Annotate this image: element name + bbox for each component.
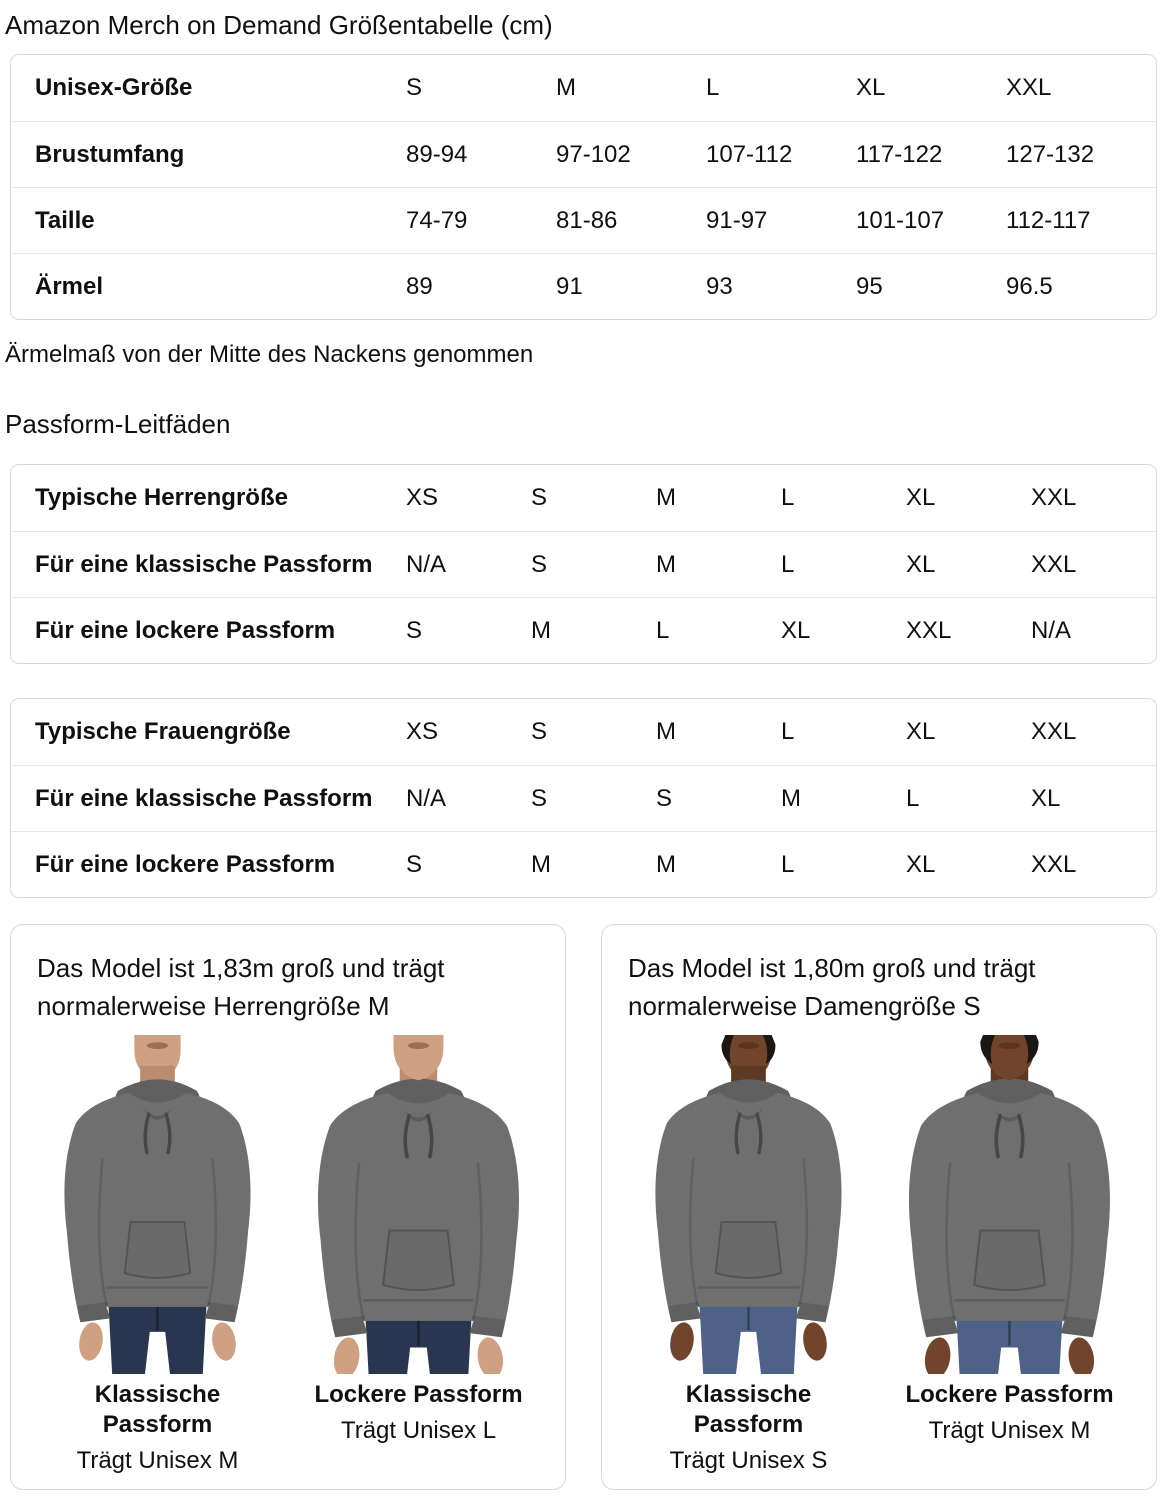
- male-loose-fit-photo: [298, 1035, 539, 1374]
- male-loose-fit-model: [298, 1035, 539, 1476]
- table-row: [11, 597, 1156, 663]
- size-cell: XXL: [1031, 550, 1077, 578]
- size-label: Trägt Unisex S: [669, 1447, 828, 1475]
- size-cell: 107-112: [706, 140, 793, 168]
- fit-label: Klassische Passform: [94, 1381, 221, 1439]
- size-cell: L: [656, 616, 670, 644]
- size-cell: 96.5: [1006, 272, 1053, 300]
- size-cell: 74-79: [406, 206, 468, 234]
- size-cell: S: [531, 484, 548, 511]
- male-model-card: [10, 924, 566, 1490]
- size-cell: L: [906, 784, 920, 812]
- table-row: [11, 187, 1156, 253]
- size-cell: L: [781, 718, 795, 745]
- size-cell: XXL: [1006, 74, 1052, 101]
- female-loose-fit-model: [889, 1035, 1130, 1476]
- size-cell: XXL: [1031, 850, 1077, 878]
- male-classic-fit-model: [37, 1035, 278, 1476]
- size-cell: L: [706, 74, 720, 101]
- size-cell: M: [656, 718, 676, 745]
- female-models-row: [628, 1035, 1130, 1476]
- size-cell: S: [531, 550, 548, 578]
- table-row: [11, 699, 1156, 765]
- row-label: Für eine lockere Passform: [35, 616, 336, 644]
- female-model-description: Das Model ist 1,80m groß und trägt normalerweise Damengröße S: [628, 953, 1036, 1021]
- size-cell: L: [781, 484, 795, 511]
- size-cell: S: [531, 784, 548, 812]
- size-cell: XXL: [1031, 718, 1077, 745]
- table-row: [11, 765, 1156, 831]
- size-cell: N/A: [1031, 616, 1072, 644]
- size-cell: M: [656, 550, 676, 578]
- row-label: Taille: [35, 206, 95, 234]
- size-cell: 101-107: [856, 206, 945, 234]
- table-row: [11, 465, 1156, 531]
- table-row: [11, 253, 1156, 319]
- size-cell: 91-97: [706, 206, 768, 234]
- size-cell: M: [656, 850, 676, 878]
- womens-fit-table: [10, 698, 1157, 898]
- table-row: [11, 531, 1156, 597]
- size-cell: L: [781, 550, 795, 578]
- female-loose-fit-photo: [889, 1035, 1130, 1374]
- size-cell: M: [656, 484, 676, 511]
- size-cell: 95: [856, 272, 883, 300]
- page-title: Amazon Merch on Demand Größentabelle (cm): [5, 10, 553, 40]
- size-cell: 112-117: [1006, 206, 1091, 234]
- size-cell: 91: [556, 272, 583, 300]
- female-classic-fit-photo: [628, 1035, 869, 1374]
- fit-guides-heading: Passform-Leitfäden: [5, 409, 231, 439]
- size-cell: M: [531, 850, 551, 878]
- size-cell: S: [531, 718, 548, 745]
- row-label: Unisex-Größe: [35, 74, 193, 101]
- row-label: Typische Frauengröße: [35, 718, 291, 745]
- size-cell: N/A: [406, 784, 447, 812]
- unisex-size-table: [10, 54, 1157, 320]
- size-cell: XXL: [906, 616, 952, 644]
- size-cell: XL: [906, 484, 936, 511]
- table-row: [11, 121, 1156, 187]
- table-row: [11, 55, 1156, 121]
- size-cell: M: [531, 616, 551, 644]
- size-cell: S: [406, 616, 423, 644]
- male-classic-fit-photo: [37, 1035, 278, 1374]
- size-cell: XS: [406, 718, 439, 745]
- row-label: Für eine klassische Passform: [35, 784, 373, 812]
- size-cell: XXL: [1031, 484, 1077, 511]
- size-cell: XL: [906, 718, 936, 745]
- male-models-row: [37, 1035, 539, 1476]
- size-cell: S: [406, 74, 423, 101]
- model-cards: [10, 924, 1157, 1490]
- size-cell: XL: [781, 616, 811, 644]
- size-label: Trägt Unisex M: [928, 1417, 1091, 1445]
- size-cell: L: [781, 850, 795, 878]
- size-cell: 97-102: [556, 140, 631, 168]
- size-label: Trägt Unisex L: [340, 1417, 497, 1445]
- row-label: Für eine klassische Passform: [35, 550, 373, 578]
- row-label: Ärmel: [35, 272, 104, 300]
- size-cell: 127-132: [1006, 140, 1095, 168]
- size-cell: XL: [906, 550, 936, 578]
- female-classic-fit-model: [628, 1035, 869, 1476]
- female-model-card: [601, 924, 1157, 1490]
- size-cell: S: [656, 784, 673, 812]
- size-cell: XS: [406, 484, 439, 511]
- fit-label: Klassische Passform: [685, 1381, 812, 1439]
- male-model-description: Das Model ist 1,83m groß und trägt normalerweise Herrengröße M: [37, 953, 445, 1021]
- size-cell: XL: [856, 74, 886, 101]
- size-cell: N/A: [406, 550, 447, 578]
- sleeve-measure-note: Ärmelmaß von der Mitte des Nackens genommen: [5, 341, 534, 368]
- table-row: [11, 831, 1156, 897]
- size-cell: S: [406, 850, 423, 878]
- size-cell: M: [781, 784, 801, 812]
- row-label: Brustumfang: [35, 140, 185, 168]
- size-cell: 117-122: [856, 140, 943, 168]
- size-cell: 93: [706, 272, 733, 300]
- size-cell: M: [556, 74, 576, 101]
- row-label: Typische Herrengröße: [35, 484, 288, 511]
- mens-fit-table: [10, 464, 1157, 664]
- size-cell: XL: [906, 850, 936, 878]
- size-cell: XL: [1031, 784, 1061, 812]
- size-label: Trägt Unisex M: [76, 1447, 239, 1475]
- fit-label: Lockere Passform: [314, 1381, 523, 1409]
- size-cell: 81-86: [556, 206, 618, 234]
- row-label: Für eine lockere Passform: [35, 850, 336, 878]
- size-cell: 89-94: [406, 140, 468, 168]
- size-cell: 89: [406, 272, 433, 300]
- fit-label: Lockere Passform: [905, 1381, 1114, 1409]
